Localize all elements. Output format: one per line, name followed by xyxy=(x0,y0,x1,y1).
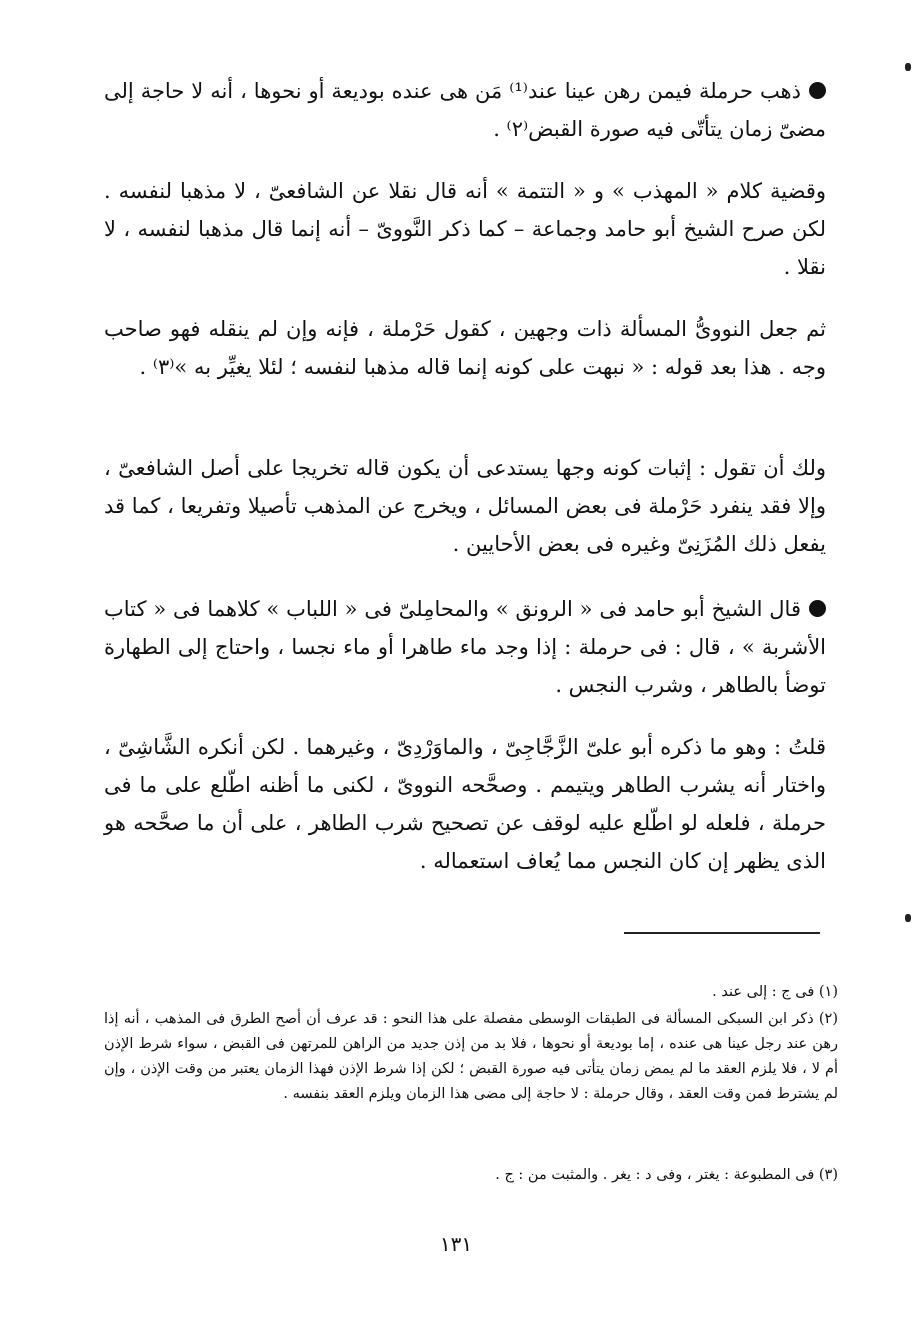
footnote-1 xyxy=(104,980,838,1005)
paragraph-5-text: قال الشيخ أبو حامد فى « الرونق » والمحامِلىّ فى « اللباب » كلاهما فى « كتاب الأشربة » ، قال : فى حرملة : إذا وجد ماء طاهرا أو ماء نجسا ، واحتاج إلى الطهارة توضأ بالطاهر ، وشرب النجس . xyxy=(104,597,826,697)
footnote-1-text: (١) فى ج : إلى عند . xyxy=(712,984,838,1000)
paragraph-3 xyxy=(104,310,826,386)
page-number: ١٣١ xyxy=(439,1232,473,1256)
paragraph-5 xyxy=(104,590,826,704)
bullet-icon xyxy=(809,600,826,617)
paragraph-3-text: ثم جعل النووىُّ المسألة ذات وجهين ، كقول حَرْملة ، فإنه وإن لم ينقله فهو صاحب وجه . هذا بعد قوله : « نبهت على كونه إنما قاله مذهبا لنفسه ؛ لئلا يغيِّر به »⁽٣⁾ . xyxy=(104,317,826,379)
paragraph-4 xyxy=(104,449,826,563)
paragraph-1 xyxy=(104,72,826,148)
footnote-separator xyxy=(624,932,820,934)
paragraph-6-text: قلتُ : وهو ما ذكره أبو علىّ الزَّجَّاجِىّ ، والماوَرْدِىّ ، وغيرهما . لكن أنكره الشَّاشِىّ ، واختار أنه يشرب الطاهر ويتيمم . وصحَّحه النووىّ ، لكنى ما أظنه اطّلع على ما فى حرملة ، فلعله لو اطّلع عليه لوقف عن تصحيح شرب الطاهر ، على أن ما صحَّحه هو الذى يظهر إن كان النجس مما يُعاف استعماله . xyxy=(104,735,826,873)
footnote-2 xyxy=(104,1007,838,1107)
margin-mark-top xyxy=(905,63,911,71)
footnote-3-text: (٣) فى المطبوعة : يغتر ، وفى د : يغر . والمثبت من : ج . xyxy=(495,1167,838,1183)
paragraph-1-text: ذهب حرملة فيمن رهن عينا عند⁽¹⁾ مَن هى عنده بوديعة أو نحوها ، أنه لا حاجة إلى مضىّ زمان يتأتّى فيه صورة القبض⁽٢⁾ . xyxy=(104,79,826,141)
paragraph-6 xyxy=(104,728,826,880)
footnote-2-text: (٢) ذكر ابن السبكى المسألة فى الطبقات الوسطى مفصلة على هذا النحو : قد عرف أن أصح الطرق فى المذهب ، أنه إذا رهن عند رجل عينا هى عنده ، إما بوديعة أو نحوها ، فلا بد من إذن جديد من الراهن للمرتهن فى القبض ، سواء شرط الإذن أم لا ، فلا يلزم العقد ما لم يمض زمان يتأتى فيه صورة القبض ؛ لكن إذا شرط الإذن فهذا الزمان يعتبر من وقت الإذن ، وإن لم يشترط فمن وقت العقد ، وقال حرملة : لا حاجة إلى مضى هذا الزمان ويلزم العقد بنفسه . xyxy=(104,1011,838,1102)
paragraph-4-text: ولك أن تقول : إثبات كونه وجها يستدعى أن يكون قاله تخريجا على أصل الشافعىّ ، وإلا فقد ينفرد حَرْملة فى بعض المسائل ، ويخرج عن المذهب تأصيلا وتفريعا ، كما قد يفعل ذلك المُزَنِىّ وغيره فى بعض الأحايين . xyxy=(104,456,826,556)
footnote-3 xyxy=(104,1163,838,1188)
paragraph-2 xyxy=(104,172,826,286)
margin-mark-bottom xyxy=(905,914,911,922)
paragraph-2-text: وقضية كلام « المهذب » و « التتمة » أنه قال نقلا عن الشافعىّ ، لا مذهبا لنفسه . لكن صرح الشيخ أبو حامد وجماعة – كما ذكر النَّووىّ – أنه إنما قال مذهبا لنفسه ، لا نقلا . xyxy=(104,179,826,279)
bullet-icon xyxy=(809,82,826,99)
